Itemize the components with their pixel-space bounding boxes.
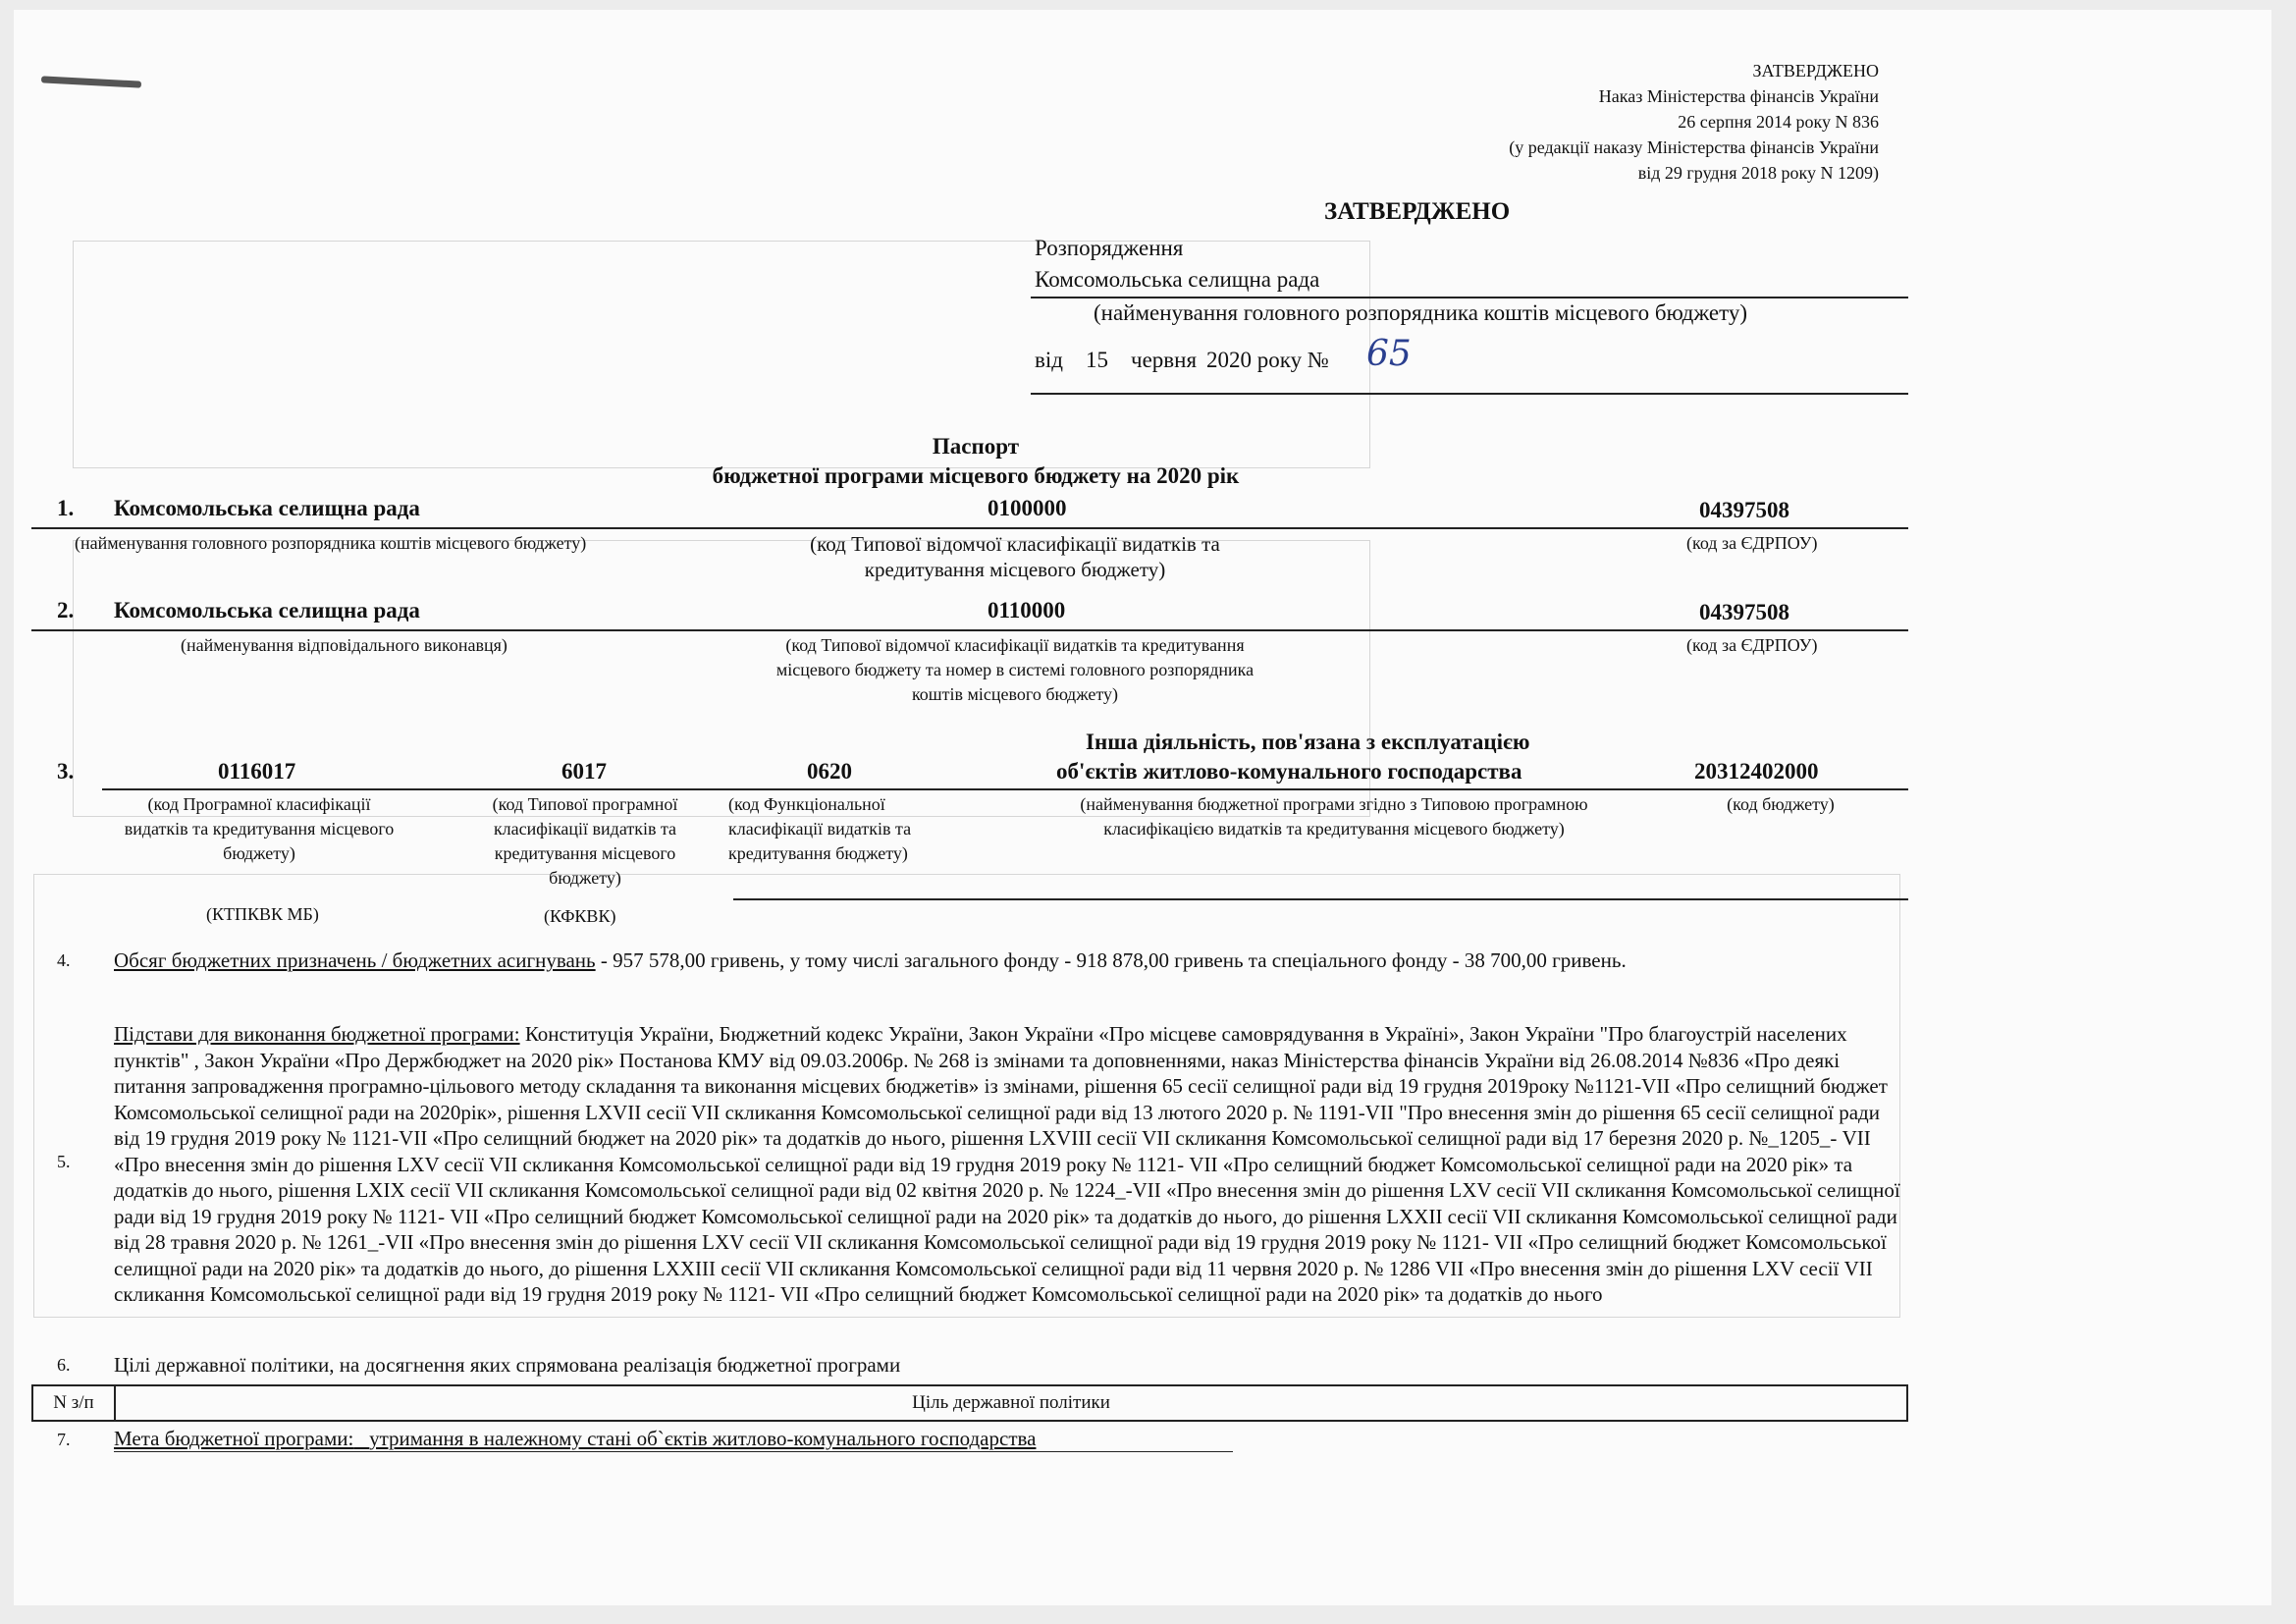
- item7-label: Мета бюджетної програми:: [114, 1427, 354, 1450]
- item2-edrpou-caption: (код за ЄДРПОУ): [1686, 635, 1818, 655]
- item3-fkvk-caption: (код Функціональної класифікації видатків та кредитування бюджету): [728, 794, 912, 863]
- item4-label: Обсяг бюджетних призначень / бюджетних асигнувань: [114, 948, 596, 972]
- item3-program-caption: (найменування бюджетної програми згідно з Типовою програмною класифікацією видатків та кредитування місцевого бюджету): [1080, 794, 1588, 839]
- passport-title: Паспорт: [932, 434, 1020, 459]
- order-date-prefix: від: [1035, 348, 1063, 372]
- policy-goals-header-goal: Ціль державної політики: [912, 1392, 1110, 1413]
- policy-goals-header-num: N з/п: [33, 1386, 116, 1420]
- item1-edrpou: 04397508: [1699, 498, 1789, 522]
- item6-text: Цілі державної політики, на досягнення яких спрямована реалізація бюджетної програми: [114, 1353, 901, 1377]
- policy-goals-table: [31, 1384, 1908, 1422]
- item2-number: 2.: [57, 598, 75, 623]
- order-date-year: 2020 року №: [1206, 348, 1329, 372]
- item4-number: 4.: [57, 950, 71, 970]
- item5-text: Конституція України, Бюджетний кодекс України, Закон України «Про місцеве самоврядування в Україні», Закон України "Про благоустрій населених пунктів" , Закон України «Про Держбюджет на 2020 рік» Постанова КМУ від 09.03.2006р. № 268 із змінами та доповненнями, наказ Міністерства фінансів України від 26.08.2014 №836 «Про деякі питання запровадження програмно-цільового методу складання та виконання місцевих бюджетів» із змінами, рішення 65 сесії селищної ради від 19 грудня 2019року №1121-VII «Про селищний бюджет Комсомольської селищної ради на 2020рік», рішення LXVII сесії VII скликання Комсомольської селищної ради від 13 лютого 2020 р. № 1191-VII "Про внесення змін до рішення 65 сесії селищної ради від 19 грудня 2019 року № 1121-VII «Про селищний бюджет на 2020 рік» та додатків до нього, рішення LXVIII сесії VII скликання Комсомольської селищної ради від 17 березня 2020 р. №_1205_- VII «Про внесення змін до рішення LXV сесії VII скликання Комсомольської селищної ради від 19 грудня 2019 року № 1121- VII «Про селищний бюджет Комсомольської селищної ради на 2020 рік» та додатків до нього, рішення LXIX сесії VII скликання Комсомольської селищної ради від 02 квітня 2020 р. № 1224_-VII «Про внесення змін до рішення LXV сесії VII скликання Комсомольської селищної ради від 19 грудня 2019 року № 1121- VII «Про селищний бюджет Комсомольської селищної ради на 2020 рік» та додатків до нього, до рішення LXXII сесії VII скликання Комсомольської селищної ради від 28 травня 2020 р. № 1261_-VII «Про внесення змін до рішення LXV сесії VII скликання Комсомольської селищної ради від 19 грудня 2019 року № 1121- VII «Про селищний бюджет Комсомольської селищної ради на 2020 рік» та додатків до нього, до рішення LXXIII сесії VII скликання Комсомольської селищної ради від 11 червня 2020 р. № 1286 VII «Про внесення змін до рішення LXV сесії VII скликання Комсомольської селищної ради від 19 грудня 2019 року № 1121- VII «Про селищний бюджет Комсомольської селищної ради на 2020 рік» та додатків до нього: [114, 1022, 1900, 1306]
- item4-line: [114, 948, 1627, 973]
- item2-name-caption: (найменування відповідального виконавця): [181, 635, 507, 655]
- order-number-handwritten: 65: [1366, 334, 1412, 374]
- order-org-caption: (найменування головного розпорядника коштів місцевого бюджету): [1094, 300, 1748, 325]
- item5-paragraph: [114, 1021, 1910, 1308]
- document-page: [14, 10, 2271, 1605]
- item3-program-line-2: об'єктів житлово-комунального господарства: [1056, 759, 1522, 784]
- order-org-underline: [1031, 297, 1908, 298]
- item3-underline: [102, 788, 1908, 790]
- item3-fkvk: 0620: [807, 759, 852, 784]
- item2-code-caption-1: (код Типової відомчої класифікації видатків та кредитування: [785, 635, 1245, 655]
- order-doc-type: Розпорядження: [1035, 236, 1184, 260]
- order-org: Комсомольська селищна рада: [1035, 267, 1320, 292]
- order-date-day: 15: [1086, 348, 1108, 372]
- item3-program-line-1: Інша діяльність, пов'язана з експлуатацією: [1086, 730, 1530, 754]
- item4-text: - 957 578,00 гривень, у тому числі загального фонду - 918 878,00 гривень та спеціального фонду - 38 700,00 гривень.: [600, 948, 1627, 972]
- approval-line-1: Наказ Міністерства фінансів України: [1598, 86, 1879, 106]
- item3-fkvk-abbr: (КФКВК): [544, 906, 616, 926]
- order-date-month: червня: [1131, 348, 1198, 372]
- item3-lower-line: [733, 898, 1908, 900]
- item3-number: 3.: [57, 759, 75, 784]
- item1-name: Комсомольська селищна рада: [114, 496, 420, 520]
- item5-label: Підстави для виконання бюджетної програми:: [114, 1022, 520, 1046]
- item3-kpkvk-caption: (код Програмної класифікації видатків та кредитування місцевого бюджету): [124, 794, 395, 863]
- item1-number: 1.: [57, 496, 75, 520]
- item1-code-caption-2: кредитування місцевого бюджету): [864, 558, 1166, 581]
- item3-budget-code: 20312402000: [1694, 759, 1819, 784]
- item3-tpkvk: 6017: [561, 759, 607, 784]
- pen-mark: [41, 76, 141, 87]
- item2-edrpou: 04397508: [1699, 600, 1789, 624]
- item2-code: 0110000: [988, 598, 1066, 623]
- item1-name-caption: (найменування головного розпорядника коштів місцевого бюджету): [75, 533, 587, 553]
- item2-code-caption-2: місцевого бюджету та номер в системі головного розпорядника: [775, 660, 1255, 679]
- item2-underline: [31, 629, 1908, 631]
- item1-edrpou-caption: (код за ЄДРПОУ): [1686, 533, 1818, 553]
- item7-underline: [114, 1451, 1233, 1452]
- passport-subtitle: бюджетної програми місцевого бюджету на 2020 рік: [712, 463, 1240, 488]
- approval-title: ЗАТВЕРДЖЕНО: [1752, 61, 1879, 81]
- item1-code-caption-1: (код Типової відомчої класифікації видатків та: [810, 532, 1220, 556]
- item3-kpkvk-abbr: (КТПКВК МБ): [206, 904, 319, 924]
- order-date-underline: [1031, 393, 1908, 395]
- item2-name: Комсомольська селищна рада: [114, 598, 420, 623]
- approval-line-4: від 29 грудня 2018 року N 1209): [1637, 163, 1879, 183]
- item2-code-caption-3: коштів місцевого бюджету): [911, 684, 1119, 704]
- item1-code: 0100000: [988, 496, 1067, 520]
- item3-tpkvk-caption: (код Типової програмної класифікації видатків та кредитування місцевого бюджету): [492, 794, 678, 888]
- approval-line-3: (у редакції наказу Міністерства фінансів України: [1509, 137, 1879, 157]
- item7-line: [114, 1427, 1036, 1451]
- item7-text: утримання в належному стані об`єктів житлово-комунального господарства: [369, 1427, 1037, 1450]
- order-title: ЗАТВЕРДЖЕНО: [1324, 198, 1511, 225]
- item6-number: 6.: [57, 1355, 71, 1375]
- item3-budget-caption: (код бюджету): [1727, 794, 1835, 814]
- item1-underline: [31, 527, 1908, 529]
- item7-number: 7.: [57, 1430, 71, 1449]
- approval-line-2: 26 серпня 2014 року N 836: [1678, 112, 1879, 132]
- item5-number: 5.: [57, 1152, 71, 1171]
- item3-kpkvk: 0116017: [218, 759, 296, 784]
